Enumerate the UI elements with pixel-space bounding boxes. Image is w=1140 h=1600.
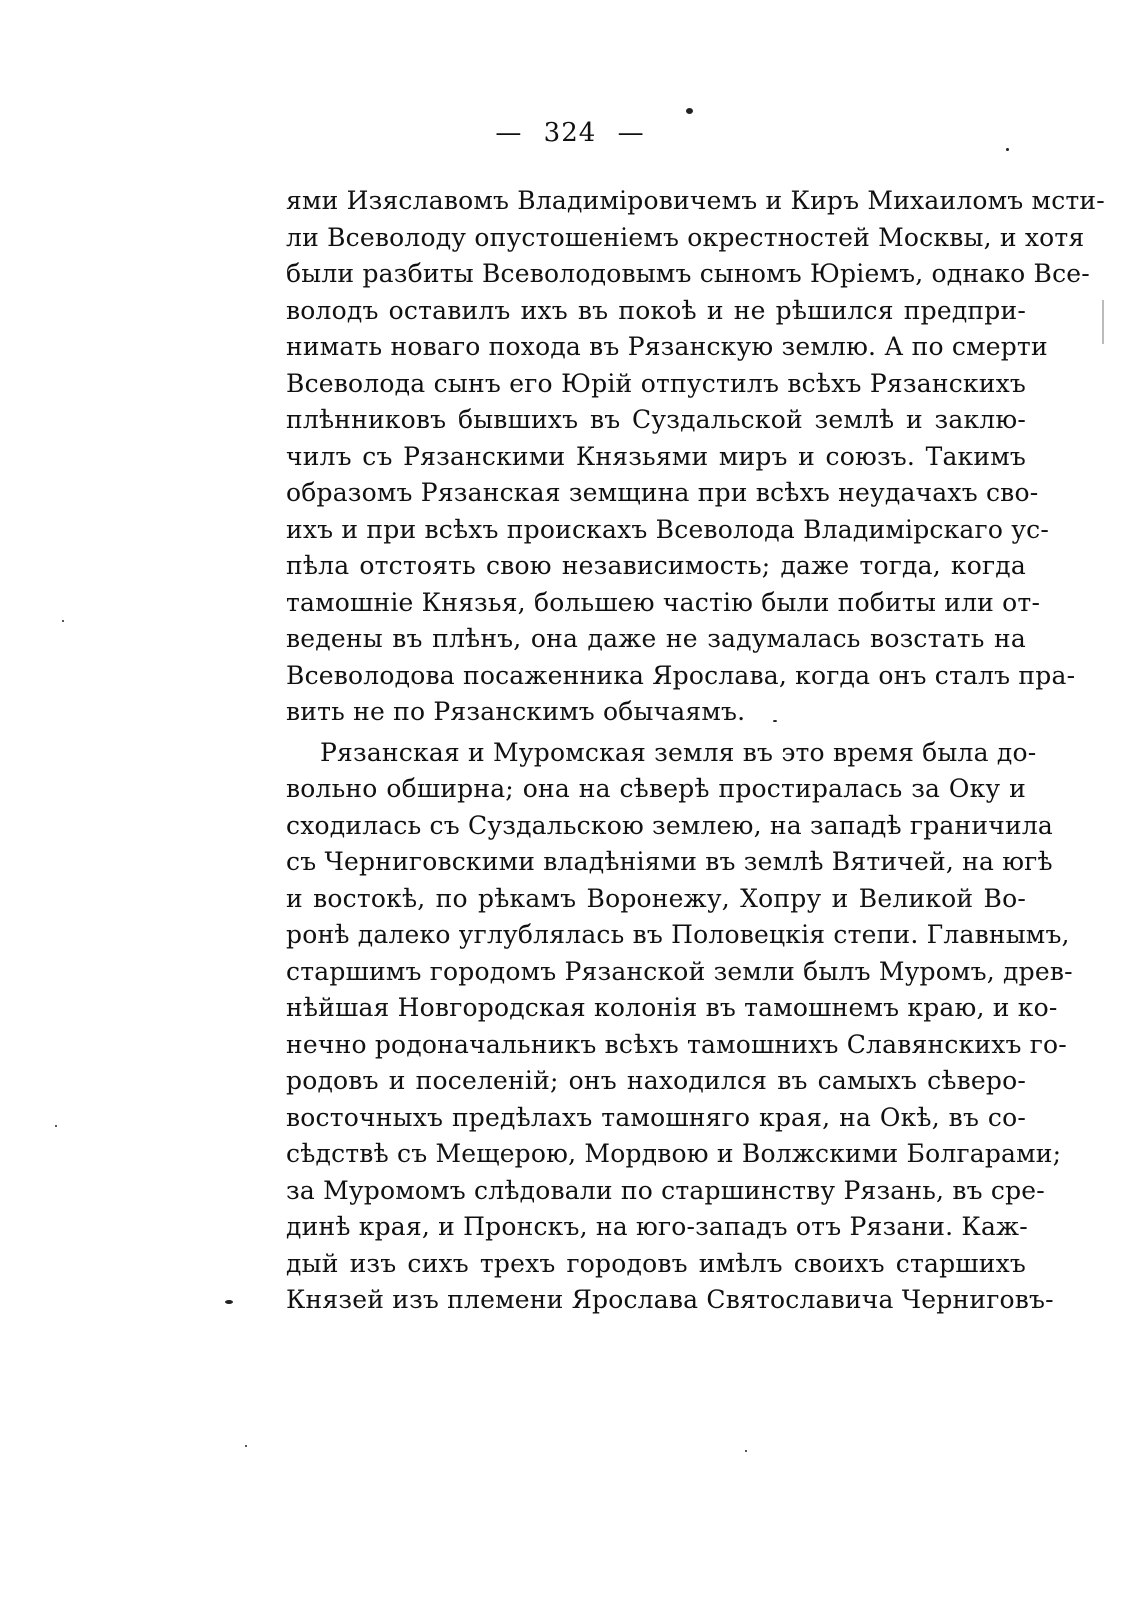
text-line: тамошніе Князья, большею частію были побиты или от- — [286, 587, 1041, 617]
page-header — [0, 118, 1140, 148]
text-line: Рязанская и Муромская земля въ это время была до- — [320, 737, 1037, 767]
text-line: сходилась съ Суздальскою землею, на западѣ граничила — [286, 810, 1054, 840]
page-number: 324 — [543, 118, 597, 148]
scan-speck — [773, 720, 777, 722]
text-line: образомъ Рязанская земщина при всѣхъ неудачахъ сво- — [286, 478, 1039, 507]
text-line: ронѣ далеко углублялась въ Половецкія степи. Главнымъ, — [286, 920, 1070, 949]
text-line: Всеволода сынъ его Юрій отпустилъ всѣхъ Рязанскихъ — [286, 368, 1026, 398]
text-line: ведены въ плѣнъ, она даже не задумалась возстать на — [286, 624, 1026, 653]
text-line: динѣ края, и Пронскъ, на юго-западъ отъ Рязани. Каж- — [286, 1212, 1028, 1241]
text-line: нимать новаго похода въ Рязанскую землю. А по смерти — [286, 332, 1048, 361]
text-line: нѣйшая Новгородская колонія въ тамошнемъ краю, и ко- — [286, 993, 1058, 1022]
text-line: были разбиты Всеволодовымъ сыномъ Юріемъ, однако Все- — [286, 259, 1090, 288]
body-text — [286, 183, 1105, 1319]
scan-edge-mark — [1102, 300, 1104, 344]
scan-speck — [245, 1445, 247, 1447]
scan-speck — [745, 1450, 747, 1452]
text-line: ли Всеволоду опустошеніемъ окрестностей Москвы, и хотя — [286, 222, 1085, 252]
text-line: плѣнниковъ бывшихъ въ Суздальской землѣ и заклю- — [286, 405, 1026, 434]
text-line: ями Изяславомъ Владиміровичемъ и Киръ Михаиломъ мсти- — [286, 186, 1105, 215]
text-line: восточныхъ предѣлахъ тамошняго края, на Окѣ, въ со- — [286, 1102, 1026, 1132]
text-line: вольно обширна; она на сѣверѣ простиралась за Оку и — [286, 774, 1026, 803]
header-dash-right: — — [617, 118, 645, 148]
text-line: ихъ и при всѣхъ проискахъ Всеволода Владимірскаго ус- — [286, 514, 1049, 544]
scan-speck — [686, 108, 693, 114]
scan-speck — [55, 1125, 57, 1127]
text-line: дый изъ сихъ трехъ городовъ имѣлъ своихъ старшихъ — [286, 1248, 1026, 1278]
text-line: и востокѣ, по рѣкамъ Воронежу, Хопру и Великой Во- — [286, 883, 1026, 913]
text-line: вить не по Рязанскимъ обычаямъ. — [286, 697, 746, 726]
text-line: володъ оставилъ ихъ въ покоѣ и не рѣшился предпри- — [286, 295, 1026, 325]
paragraph-1 — [286, 183, 1105, 731]
text-line: пѣла отстоять свою независимость; даже тогда, когда — [286, 551, 1026, 580]
text-line: старшимъ городомъ Рязанской земли былъ Муромъ, древ- — [286, 956, 1073, 986]
header-dash-left: — — [495, 118, 523, 148]
text-line: съ Черниговскими владѣніями въ землѣ Вятичей, на югѣ — [286, 847, 1053, 876]
scan-speck — [225, 1300, 233, 1304]
text-line: Князей изъ племени Ярослава Святославича Черниговъ- — [286, 1285, 1054, 1314]
scan-speck — [1006, 148, 1009, 151]
text-line: родовъ и поселеній; онъ находился въ самыхъ сѣверо- — [286, 1066, 1026, 1095]
text-line: чилъ съ Рязанскими Князьями миръ и союзъ. Такимъ — [286, 441, 1026, 471]
text-line: Всеволодова посаженника Ярослава, когда онъ сталъ пра- — [286, 660, 1076, 690]
text-line: нечно родоначальникъ всѣхъ тамошнихъ Славянскихъ го- — [286, 1029, 1067, 1059]
text-line: за Муромомъ слѣдовали по старшинству Рязань, въ сре- — [286, 1175, 1045, 1205]
scan-speck — [62, 620, 64, 622]
text-line: сѣдствѣ съ Мещерою, Мордвою и Волжскими Болгарами; — [286, 1139, 1062, 1168]
paragraph-2 — [286, 735, 1073, 1319]
